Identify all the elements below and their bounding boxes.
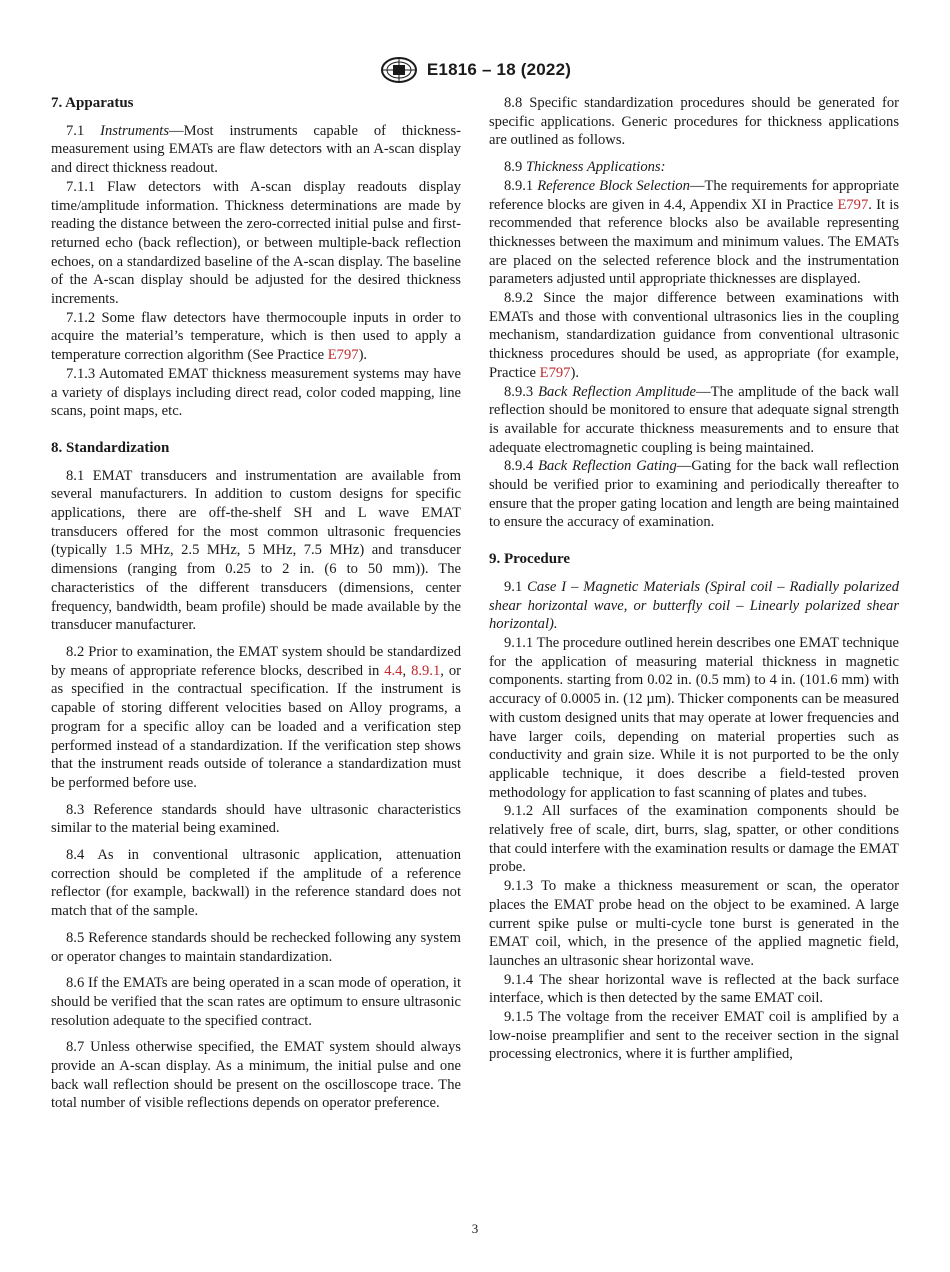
reference-link-e797[interactable]: E797 bbox=[327, 347, 359, 364]
para-title: Back Reflection Amplitude bbox=[538, 383, 697, 400]
section-heading-procedure: 9. Procedure bbox=[489, 551, 571, 568]
para-body: 7.1.2 Some flaw detectors have thermocouple inputs in order to acquire the material’s temperature, which is then used to apply a temperature correction algorithm (See Practice bbox=[51, 309, 461, 364]
para-number: 8.9.1 bbox=[504, 177, 538, 194]
para-title: Thickness Applications: bbox=[525, 159, 666, 176]
para-title: Case I – Magnetic Materials (Spiral coil – Radially polarized shear horizontal wave, or butterfly coil – Linearly polarized shear horizontal). bbox=[489, 578, 900, 633]
right-column bbox=[489, 94, 899, 1064]
para-body: —Most instruments capable of thickness-measurement using EMATs are flaw detectors with an A-scan display and direct thickness readout. bbox=[51, 122, 461, 177]
paragraph-8-9-4 bbox=[489, 457, 899, 532]
para-body: —The requirements for appropriate reference blocks are given in 4.4, Appendix XI in Practice bbox=[489, 177, 899, 213]
reference-link-4-4[interactable]: 4.4 bbox=[384, 662, 403, 679]
paragraph-8-9-3 bbox=[489, 383, 899, 458]
paragraph-7-1-2 bbox=[51, 309, 461, 365]
paragraph-7-1-1: 7.1.1 Flaw detectors with A-scan display readouts display time/amplitude information. Thickness determinations are made by reading the distance between the zero-corrected initial pulse and first-returned echo (back reflection), or between multiple-back reflection echoes, on a standardized baseline of the A-scan display. The baseline of the A-scan display should be adjusted for the desired thickness increments. bbox=[51, 178, 461, 308]
para-title: Back Reflection Gating bbox=[538, 458, 677, 475]
paragraph-8-8: 8.8 Specific standardization procedures should be generated for specific applications. Generic procedures for thickness applications are outlined as follows. bbox=[489, 95, 899, 149]
para-title: Reference Block Selection bbox=[537, 177, 690, 194]
para-body: . It is recommended that reference blocks also be available representing thicknesses between the maximum and minimum values. The EMATs are placed on the selected reference block and the instrumentation parameters adjusted until appropriate thicknesses are displayed. bbox=[489, 196, 900, 288]
paragraph-8-9 bbox=[489, 158, 899, 177]
para-number: 8.9.4 bbox=[504, 458, 539, 475]
paragraph-9-1 bbox=[489, 578, 899, 634]
section-heading-standardization: 8. Standardization bbox=[51, 439, 170, 456]
paragraph-9-1-2: 9.1.2 All surfaces of the examination components should be relatively free of scale, dirt, burrs, slag, spatter, or other conditions that could interfere with the examination results or damage the EMAT probe. bbox=[489, 803, 899, 876]
page-number: 3 bbox=[471, 1221, 479, 1236]
para-number: 8.9 bbox=[504, 159, 526, 176]
paragraph-8-5: 8.5 Reference standards should be rechecked following any system or operator changes to maintain standardization. bbox=[51, 929, 461, 965]
paragraph-8-4: 8.4 As in conventional ultrasonic application, attenuation correction should be completed if the amplitude of a reference reflector (for example, backwall) in the reference standard does not match that of the sample. bbox=[51, 847, 461, 920]
paragraph-8-6: 8.6 If the EMATs are being operated in a scan mode of operation, it should be verified that the scan rates are optimum to ensure ultrasonic resolution adequate to the specified contract. bbox=[51, 975, 461, 1029]
para-body: ). bbox=[358, 347, 368, 364]
para-body: ). bbox=[570, 364, 579, 381]
para-title: Instruments bbox=[100, 122, 170, 139]
paragraph-8-9-2 bbox=[489, 289, 899, 383]
paragraph-8-1: 8.1 EMAT transducers and instrumentation are available from several manufacturers. In addition to custom designs for specific applications, there are off-the-shelf SH and L wave EMAT transducers offered for the most common ultrasonic frequencies (typically 1.5 MHz, 2.5 MHz, 5 MHz, 7.5 MHz) and transducer dimensions (ranging from 0.25 to 2 in. (6 to 50 mm)). The characteristics of the different transducers (dimensions, center frequency, bandwidth, beam profile) should be made available by the transducer manufacturer. bbox=[51, 467, 461, 634]
paragraph-9-1-5: 9.1.5 The voltage from the receiver EMAT coil is amplified by a low-noise preamplifier and sent to the receiver section in the signal processing electronics, where it is further amplified, bbox=[489, 1009, 899, 1063]
paragraph-8-9-1 bbox=[489, 177, 899, 289]
para-number: 7.1 bbox=[66, 122, 101, 139]
reference-link-e797[interactable]: E797 bbox=[837, 196, 869, 213]
section-heading-apparatus: 7. Apparatus bbox=[51, 95, 134, 111]
para-body: 8.2 Prior to examination, the EMAT system should be standardized by means of appropriate reference blocks, described in bbox=[51, 643, 461, 679]
para-body: —Gating for the back wall reflection should be verified prior to examining and periodically thereafter to ensure that the proper gating location and length are being maintained to ensure the accuracy of examination. bbox=[489, 458, 899, 531]
paragraph-8-7: 8.7 Unless otherwise specified, the EMAT system should always provide an A-scan display. As a minimum, the initial pulse and one back wall reflection should be present on the oscilloscope trace. The total number of visible reflections depends on operator preference. bbox=[51, 1039, 461, 1112]
para-number: 8.9.3 bbox=[504, 383, 539, 400]
astm-logo-icon bbox=[379, 56, 419, 84]
para-body: —The amplitude of the back wall reflection should be monitored to ensure that adequate signal strength is available for accurate thickness measurements and to ensure that adequate electromagnetic coupling is being maintained. bbox=[489, 383, 900, 456]
document-id: E1816 – 18 (2022) bbox=[426, 60, 572, 79]
page-header bbox=[0, 56, 950, 84]
para-body: 8.9.2 Since the major difference between examinations with EMATs and those with conventional ultrasonics lies in the coupling mechanism, standardization guidance from conventional ultrasonic thickness procedures should be used, as appropriate (for example, Practice bbox=[489, 290, 899, 381]
para-body: , bbox=[402, 662, 412, 679]
paragraph-8-3: 8.3 Reference standards should have ultrasonic characteristics similar to the material being examined. bbox=[51, 801, 461, 837]
para-body: , or as specified in the contractual specification. If the instrument is capable of storing different velocities based on Alloy programs, a program for a specific alloy can be loaded and a verification step performed instead of a standardization. If the verification step shows that the instrument reads outside of tolerance a standardization must be performed before use. bbox=[51, 662, 462, 791]
para-number: 9.1 bbox=[504, 578, 528, 595]
paragraph-7-1 bbox=[51, 122, 461, 178]
left-column bbox=[51, 94, 461, 1113]
paragraph-8-2 bbox=[51, 643, 461, 793]
paragraph-9-1-4: 9.1.4 The shear horizontal wave is reflected at the back surface interface, which is then detected by the same EMAT coil. bbox=[489, 971, 899, 1007]
paragraph-9-1-3: 9.1.3 To make a thickness measurement or scan, the operator places the EMAT probe head on the object to be examined. A large current spike pulse or multi-cycle tone burst is generated in the EMAT coil, which, in the presence of the applied magnetic field, launches an ultrasonic shear horizontal wave. bbox=[489, 878, 899, 969]
reference-link-8-9-1[interactable]: 8.9.1 bbox=[411, 662, 441, 679]
paragraph-7-1-3: 7.1.3 Automated EMAT thickness measurement systems may have a variety of displays including direct read, color coded mapping, line scans, point maps, etc. bbox=[51, 365, 461, 420]
reference-link-e797[interactable]: E797 bbox=[539, 364, 571, 381]
paragraph-9-1-1: 9.1.1 The procedure outlined herein describes one EMAT technique for the application of measuring material thickness in magnetic components. starting from 0.02 in. (0.5 mm) to 4 in. (101.6 mm) with accuracy of 0.0005 in. (12 µm). Thicker components can be measured with custom designed units that may operate at lower frequencies and have larger coils, depending on material properties such as conductivity and grain size. While it is not purported to be the only applicable technique, it does describe a field-tested proven methodology for application to fast scanning of plates and tubes. bbox=[489, 634, 899, 801]
